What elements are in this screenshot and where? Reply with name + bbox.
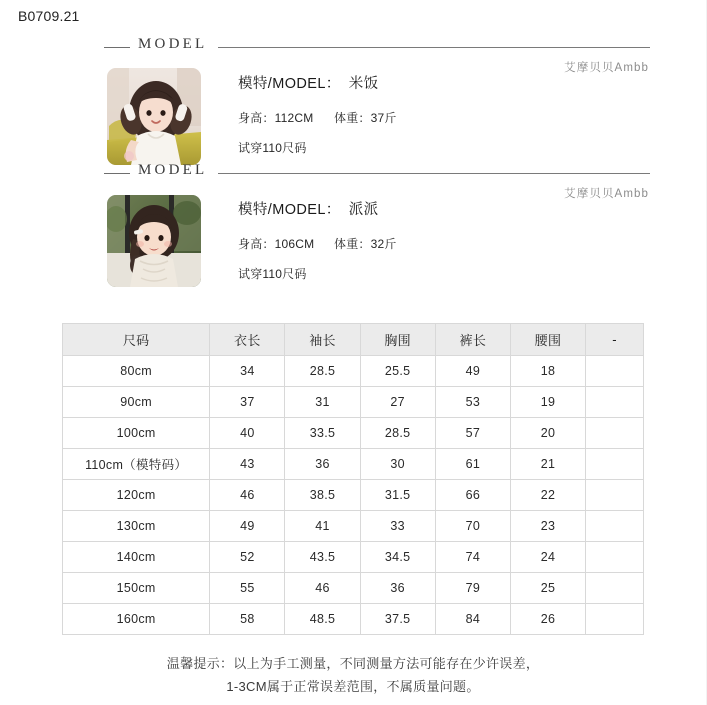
table-cell-value — [586, 480, 644, 511]
model-photo-1 — [107, 68, 201, 165]
table-cell-value: 18 — [510, 356, 585, 387]
table-cell-value — [586, 604, 644, 635]
table-cell-value: 79 — [435, 573, 510, 604]
table-cell-size: 130cm — [63, 511, 210, 542]
model-measure-row-1 — [238, 109, 397, 126]
table-cell-value: 43.5 — [285, 542, 360, 573]
model-height-2: 身高：106CM — [238, 237, 315, 251]
model-divider-1 — [0, 36, 706, 58]
table-cell-value: 48.5 — [285, 604, 360, 635]
model-divider-label: MODEL — [138, 36, 208, 52]
table-cell-size: 150cm — [63, 573, 210, 604]
table-cell-value — [586, 573, 644, 604]
table-row — [63, 418, 644, 449]
model-photo-1-image — [107, 68, 201, 165]
size-chart-table — [62, 323, 644, 635]
measurement-note — [0, 652, 706, 698]
model-section-1 — [0, 36, 706, 155]
table-cell-value: 34 — [210, 356, 285, 387]
table-cell-value: 52 — [210, 542, 285, 573]
table-cell-value: 46 — [210, 480, 285, 511]
table-cell-value: 28.5 — [360, 418, 435, 449]
table-row — [63, 511, 644, 542]
table-cell-size: 140cm — [63, 542, 210, 573]
table-cell-value: 24 — [510, 542, 585, 573]
table-cell-value: 41 — [285, 511, 360, 542]
size-chart-body — [63, 356, 644, 635]
table-cell-value: 33.5 — [285, 418, 360, 449]
table-cell-value — [586, 356, 644, 387]
divider-dash-left-icon — [104, 173, 130, 174]
table-cell-value: 38.5 — [285, 480, 360, 511]
table-cell-value: 23 — [510, 511, 585, 542]
table-cell-value: 25 — [510, 573, 585, 604]
table-row — [63, 480, 644, 511]
table-cell-value: 74 — [435, 542, 510, 573]
table-cell-value: 49 — [435, 356, 510, 387]
table-cell-value: 36 — [285, 449, 360, 480]
table-cell-value: 31 — [285, 387, 360, 418]
table-cell-value — [586, 511, 644, 542]
table-cell-value: 43 — [210, 449, 285, 480]
product-code: B0709.21 — [18, 8, 80, 24]
brand-watermark-2: 艾摩贝贝Ambb — [564, 188, 649, 200]
model-divider-label: MODEL — [138, 162, 208, 178]
table-cell-value: 70 — [435, 511, 510, 542]
table-cell-value: 30 — [360, 449, 435, 480]
table-row — [63, 387, 644, 418]
model-tryon-1: 试穿110尺码 — [238, 141, 307, 155]
table-cell-value: 53 — [435, 387, 510, 418]
table-cell-value: 22 — [510, 480, 585, 511]
table-cell-value: 21 — [510, 449, 585, 480]
table-cell-value: 25.5 — [360, 356, 435, 387]
model-measure-row-2 — [238, 235, 397, 252]
table-header-cell-3: 胸围 — [360, 324, 435, 356]
model-tryon-2: 试穿110尺码 — [238, 267, 307, 281]
table-cell-value: 31.5 — [360, 480, 435, 511]
table-cell-size: 80cm — [63, 356, 210, 387]
size-chart-head — [63, 324, 644, 356]
model-photo-2-image — [107, 195, 201, 287]
brand-watermark-1: 艾摩贝贝Ambb — [564, 62, 649, 74]
table-cell-size: 160cm — [63, 604, 210, 635]
measurement-note-line-1: 温馨提示：以上为手工测量，不同测量方法可能存在少许误差， — [166, 656, 540, 671]
table-row — [63, 542, 644, 573]
model-name-row-2 — [238, 198, 397, 219]
model-name-value-2: 派派 — [348, 202, 379, 218]
table-cell-value: 37.5 — [360, 604, 435, 635]
table-cell-value: 57 — [435, 418, 510, 449]
table-cell-size: 110cm（模特码） — [63, 449, 210, 480]
table-header-cell-6: - — [586, 324, 644, 356]
table-cell-value: 58 — [210, 604, 285, 635]
table-cell-size: 90cm — [63, 387, 210, 418]
divider-rule-right — [218, 173, 650, 174]
measurement-note-line-2: 1-3CM属于正常误差范围，不属质量问题。 — [226, 679, 480, 694]
table-header-cell-4: 裤长 — [435, 324, 510, 356]
table-header-cell-2: 袖长 — [285, 324, 360, 356]
model-divider-2 — [0, 162, 706, 184]
table-cell-value: 55 — [210, 573, 285, 604]
table-cell-value: 33 — [360, 511, 435, 542]
table-cell-value: 26 — [510, 604, 585, 635]
model-photo-2 — [107, 195, 201, 287]
table-cell-size: 100cm — [63, 418, 210, 449]
table-cell-value: 34.5 — [360, 542, 435, 573]
table-cell-value: 20 — [510, 418, 585, 449]
table-cell-value: 84 — [435, 604, 510, 635]
table-row — [63, 356, 644, 387]
table-row — [63, 573, 644, 604]
table-cell-value: 37 — [210, 387, 285, 418]
table-cell-value — [586, 418, 644, 449]
model-name-row-1 — [238, 72, 397, 93]
table-cell-value: 49 — [210, 511, 285, 542]
table-header-cell-1: 衣长 — [210, 324, 285, 356]
model-weight-1: 体重：37斤 — [334, 111, 397, 125]
table-cell-value: 28.5 — [285, 356, 360, 387]
table-cell-value — [586, 449, 644, 480]
table-header-row — [63, 324, 644, 356]
table-cell-value: 19 — [510, 387, 585, 418]
table-cell-value: 27 — [360, 387, 435, 418]
model-name-label-2: 模特/MODEL： — [238, 202, 341, 218]
model-weight-2: 体重：32斤 — [334, 237, 397, 251]
table-cell-value: 36 — [360, 573, 435, 604]
table-cell-value: 61 — [435, 449, 510, 480]
divider-rule-right — [218, 47, 650, 48]
model-section-2 — [0, 162, 706, 281]
table-header-cell-5: 腰围 — [510, 324, 585, 356]
model-name-label-1: 模特/MODEL： — [238, 76, 341, 92]
table-row — [63, 449, 644, 480]
model-info-1 — [238, 72, 397, 156]
table-cell-value: 46 — [285, 573, 360, 604]
divider-dash-left-icon — [104, 47, 130, 48]
model-info-2 — [238, 198, 397, 282]
table-cell-value — [586, 542, 644, 573]
table-cell-value: 40 — [210, 418, 285, 449]
table-cell-value — [586, 387, 644, 418]
table-cell-value: 66 — [435, 480, 510, 511]
table-cell-size: 120cm — [63, 480, 210, 511]
table-header-cell-0: 尺码 — [63, 324, 210, 356]
table-row — [63, 604, 644, 635]
model-name-value-1: 米饭 — [348, 76, 379, 92]
model-height-1: 身高：112CM — [238, 111, 314, 125]
